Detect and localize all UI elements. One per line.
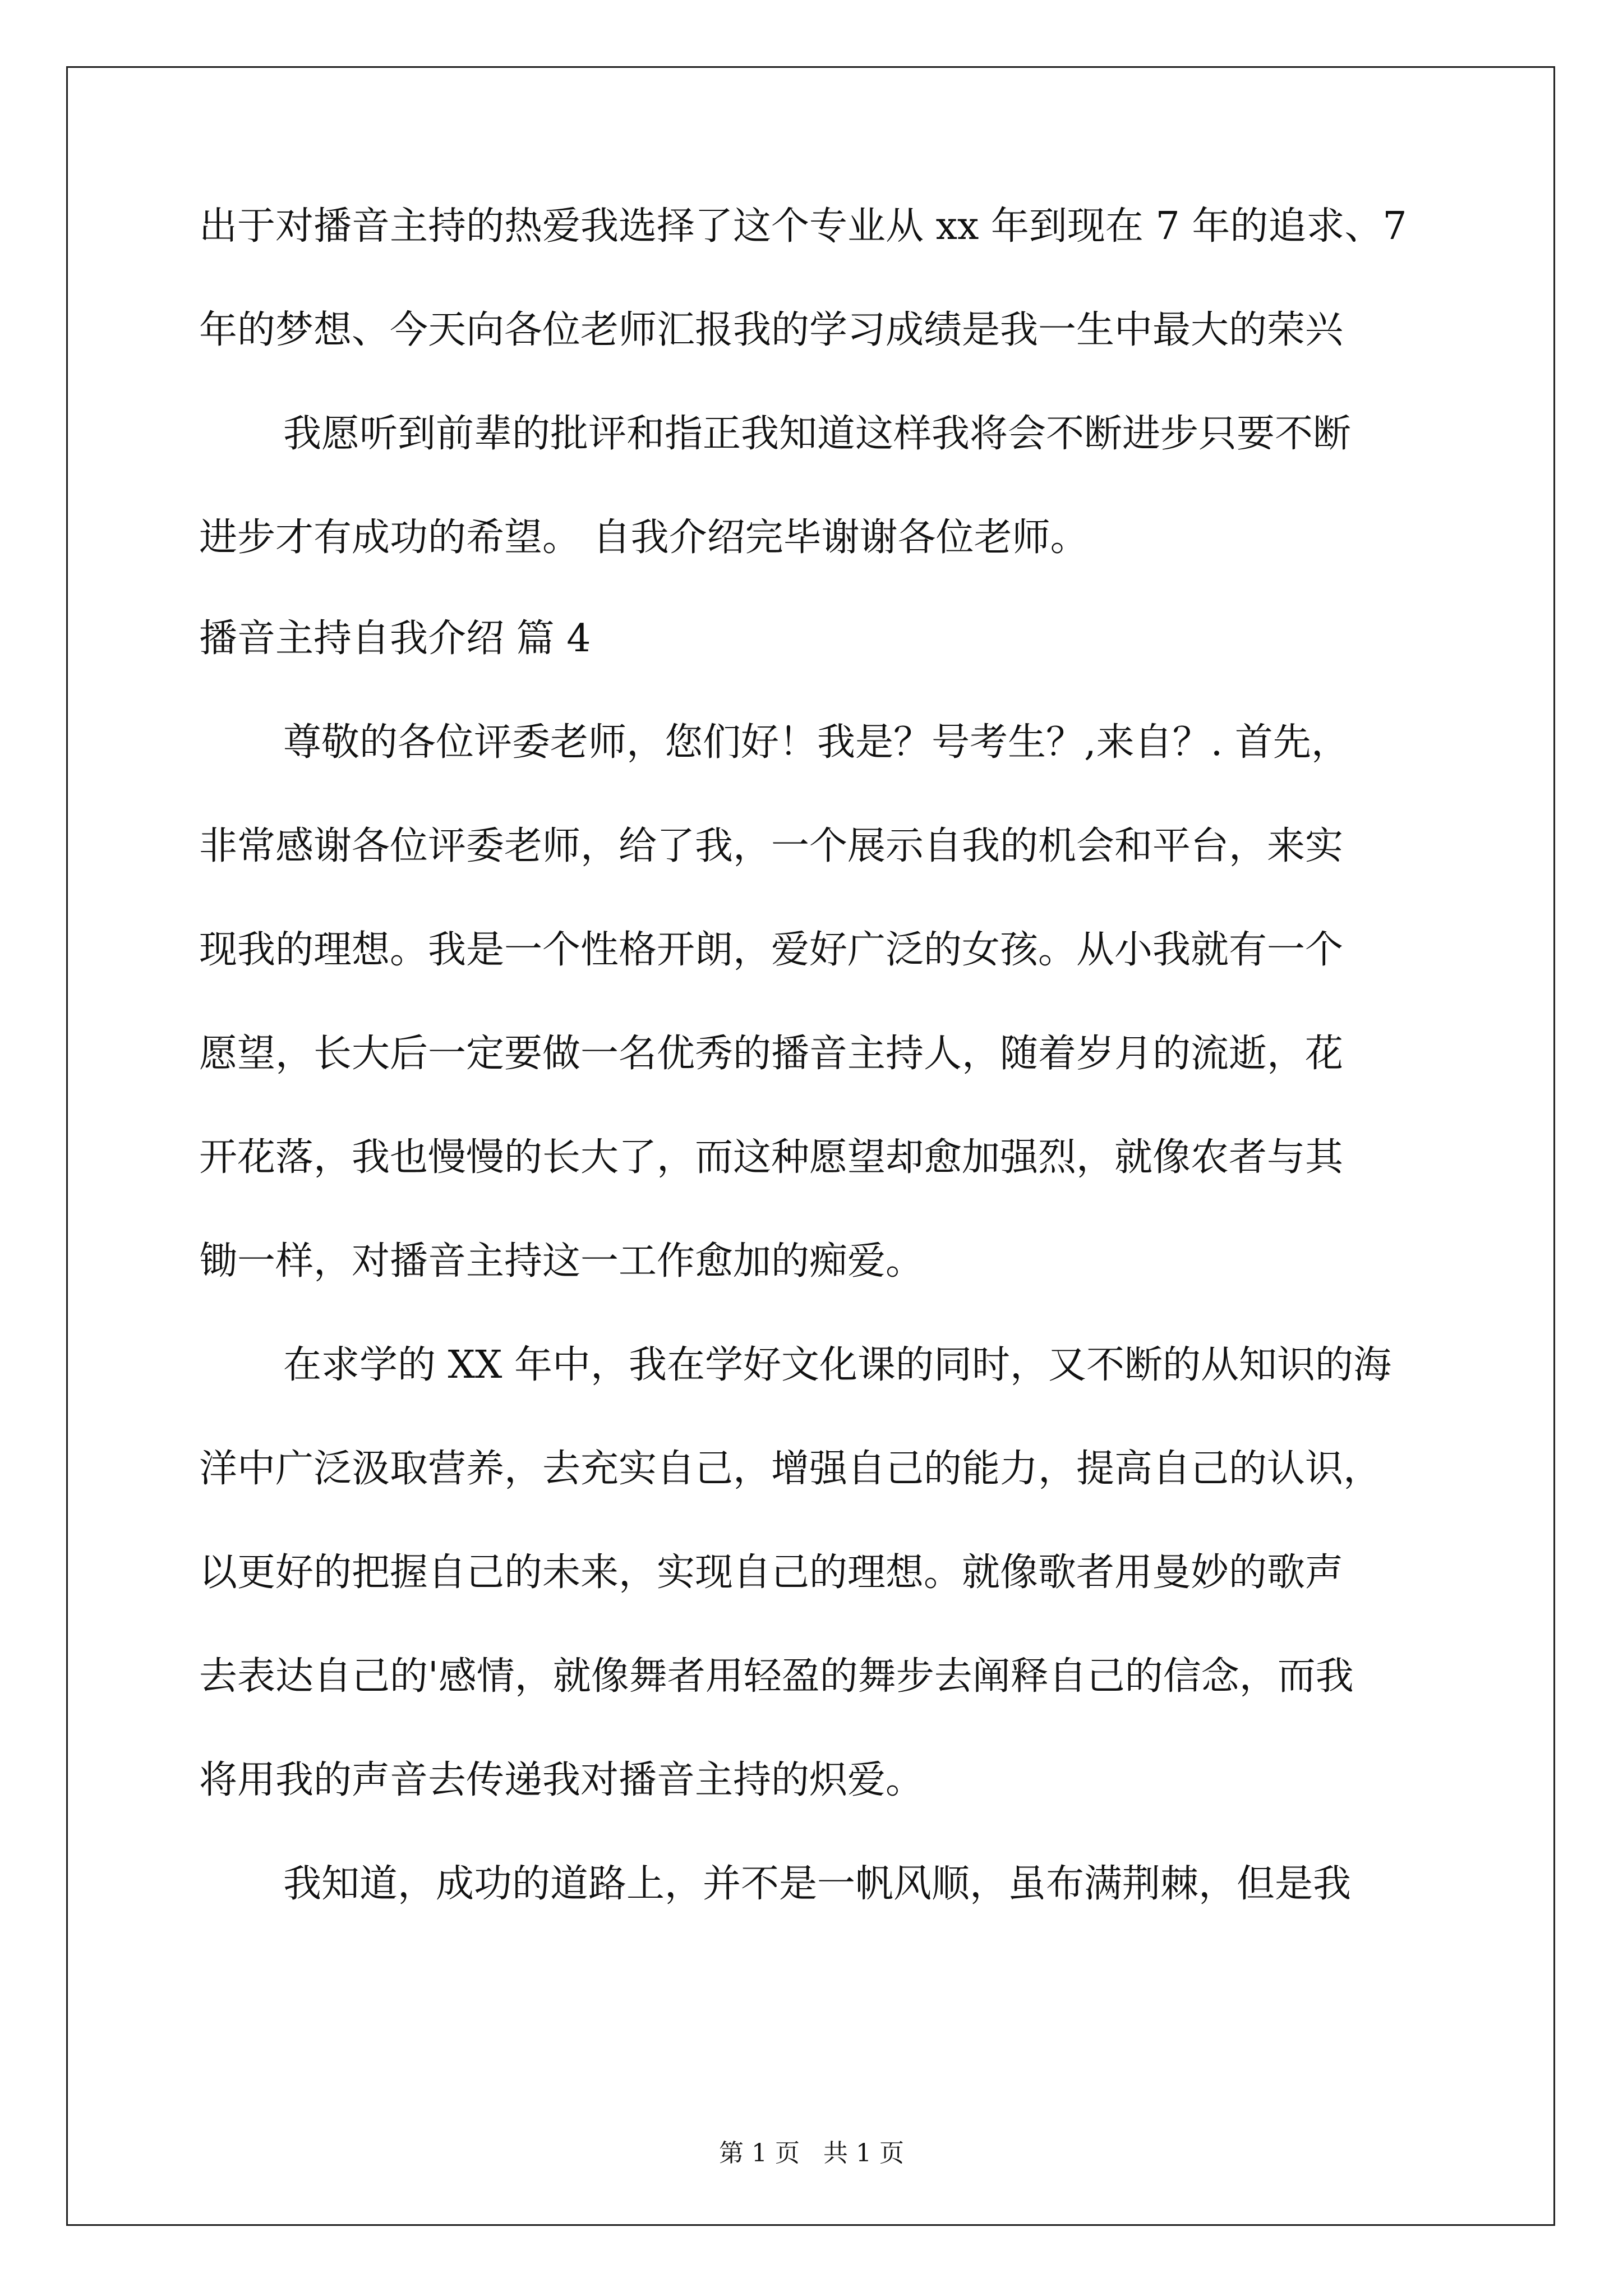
text-line: 开花落，我也慢慢的长大了，而这种愿望却愈加强烈，就像农者与其 (199, 1135, 1344, 1180)
text-line: 去表达自己的'感情，就像舞者用轻盈的舞步去阐释自己的信念，而我 (199, 1654, 1354, 1699)
text-line: 现我的理想。我是一个性格开朗，爱好广泛的女孩。从小我就有一个 (199, 928, 1344, 972)
text-line: 非常感谢各位评委老师，给了我，一个展示自我的机会和平台，来实 (199, 824, 1344, 868)
section-heading: 播音主持自我介绍 篇 4 (199, 616, 591, 661)
text-line: 愿望，长大后一定要做一名优秀的播音主持人，随着岁月的流逝，花 (199, 1032, 1344, 1076)
text-line: 洋中广泛汲取营养，去充实自己，增强自己的能力，提高自己的认识， (199, 1447, 1382, 1491)
text-line: 锄一样，对播音主持这一工作愈加的痴爱。 (199, 1239, 924, 1283)
text-line: 年的梦想、今天向各位老师汇报我的学习成绩是我一生中最大的荣兴 (199, 308, 1344, 352)
text-line: 我知道，成功的道路上，并不是一帆风顺，虽布满荆棘，但是我 (283, 1862, 1352, 1906)
text-line: 将用我的声音去传递我对播音主持的炽爱。 (199, 1758, 924, 1802)
text-line: 尊敬的各位评委老师，您们好！我是？号考生？,来自？. 首先， (283, 720, 1349, 765)
text-line: 进步才有成功的希望。 自我介绍完毕谢谢各位老师。 (199, 516, 1089, 560)
page-footer: 第 1 页 共 1 页 (719, 2139, 904, 2168)
text-line: 在求学的 XX 年中，我在学好文化课的同时，又不断的从知识的海 (283, 1343, 1392, 1387)
text-line: 我愿听到前辈的批评和指正我知道这样我将会不断进步只要不断 (283, 412, 1352, 456)
text-line: 出于对播音主持的热爱我选择了这个专业从 xx 年到现在 7 年的追求、7 (199, 204, 1407, 249)
text-line: 以更好的把握自己的未来，实现自己的理想。就像歌者用曼妙的歌声 (199, 1550, 1344, 1595)
